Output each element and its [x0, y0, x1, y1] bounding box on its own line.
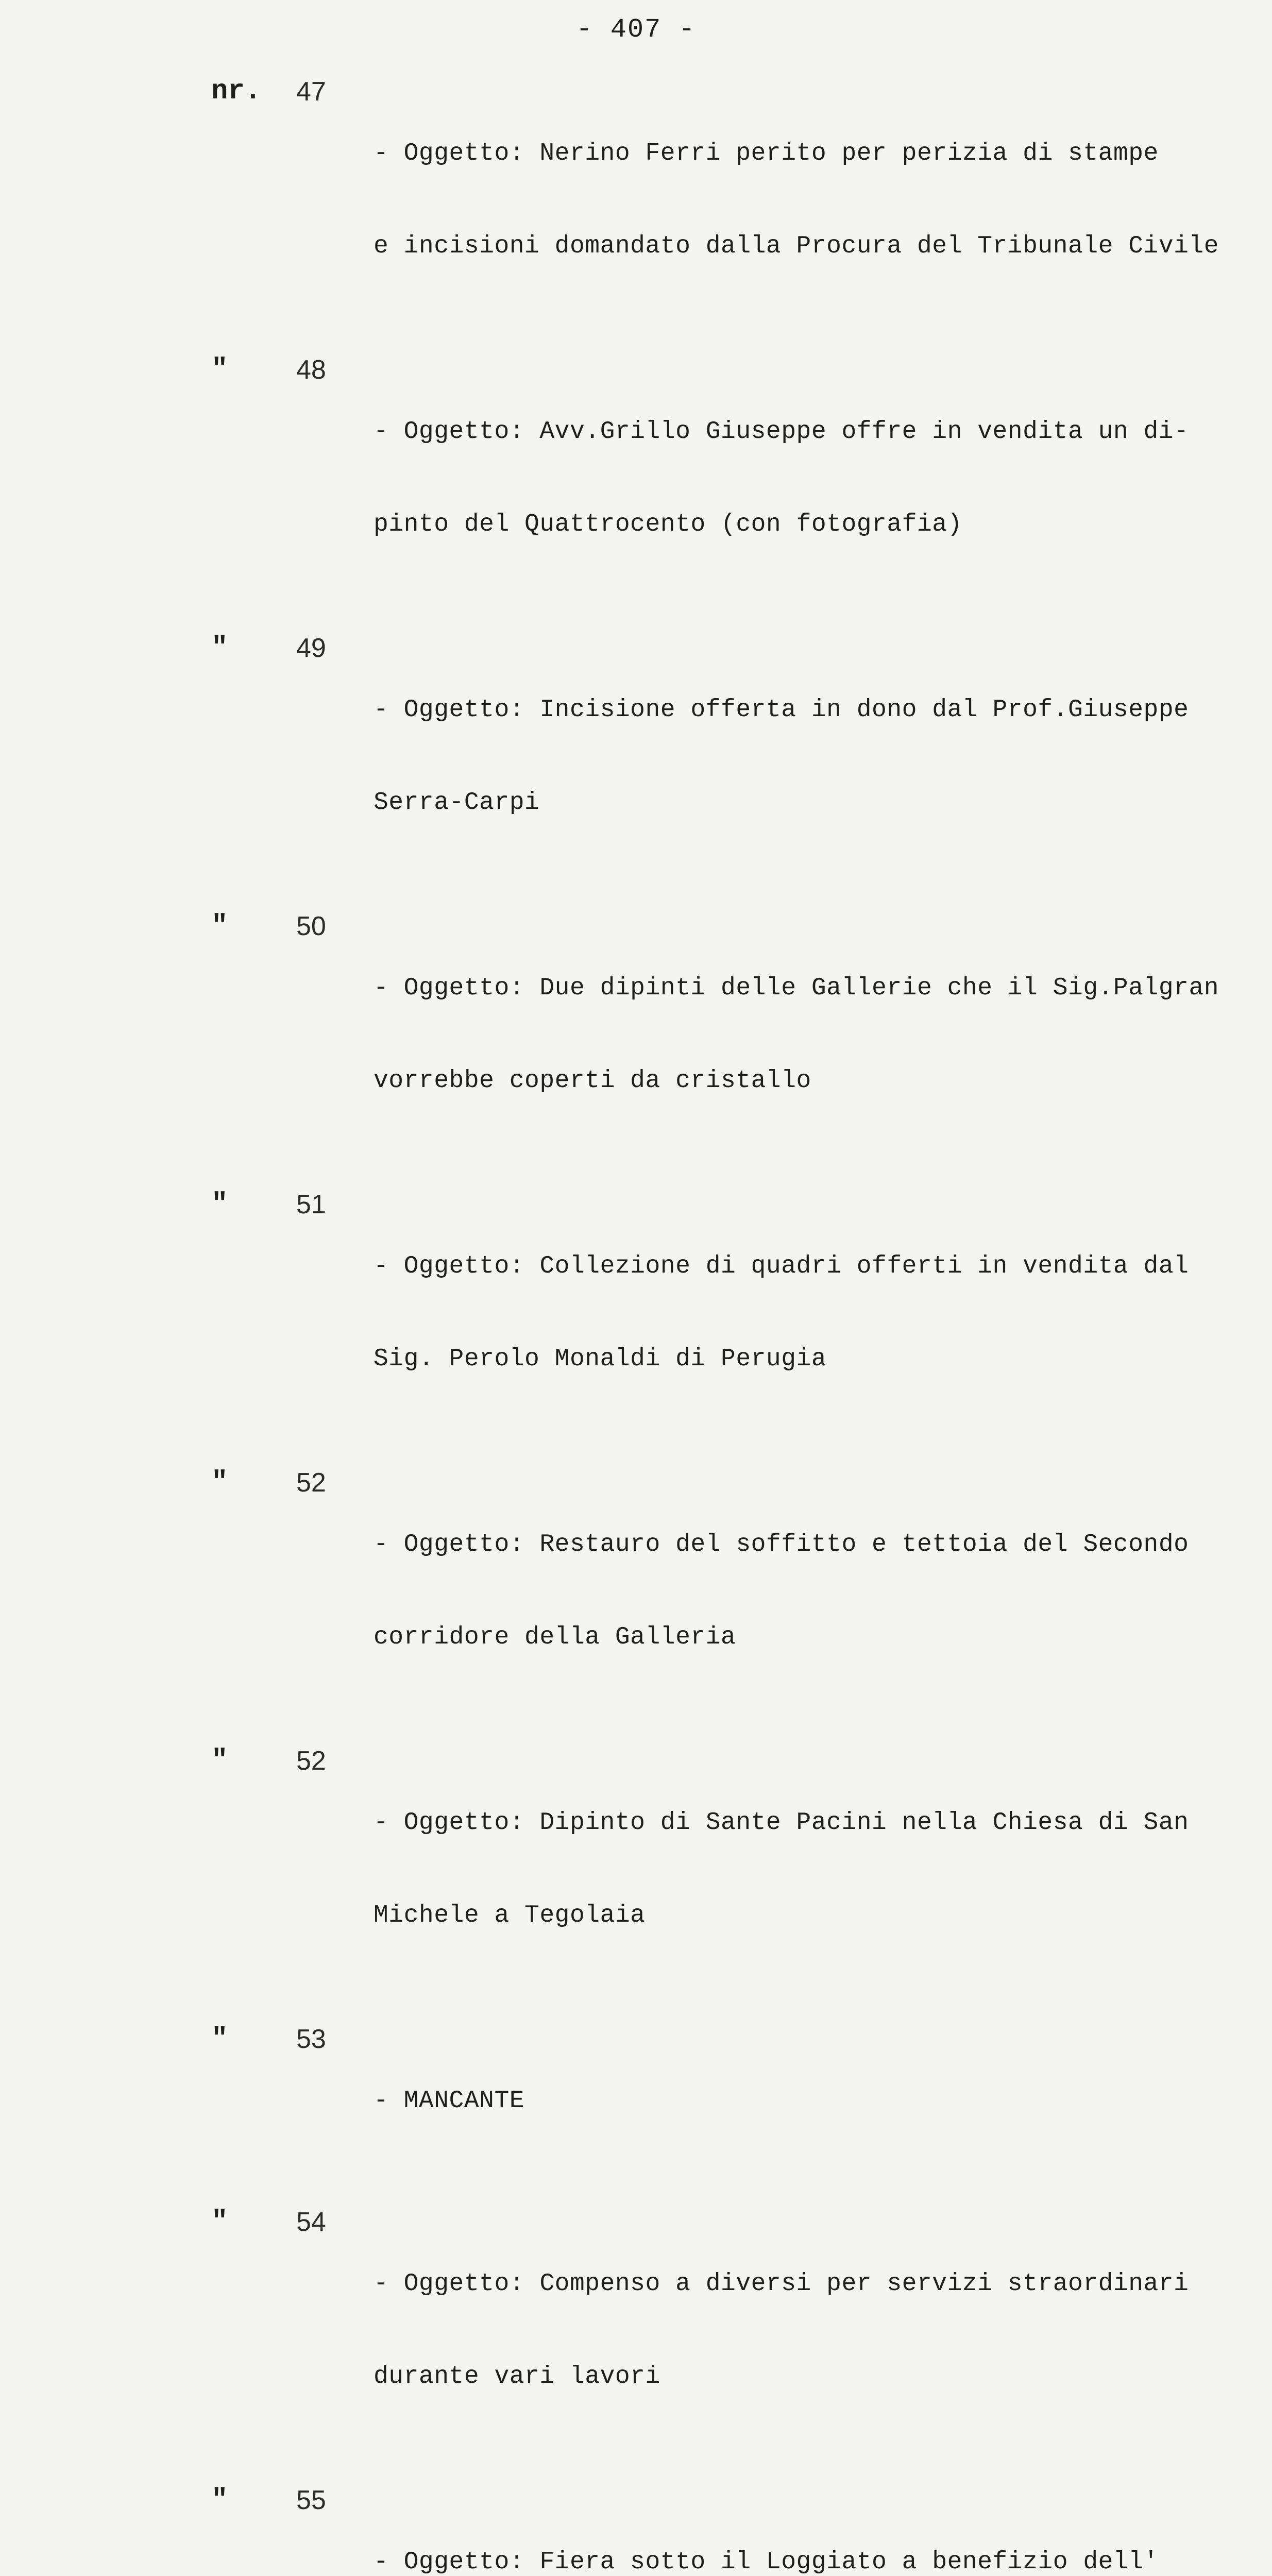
entry-line: Michele a Tegolaia [374, 1902, 646, 1929]
entry [211, 2024, 1257, 2178]
entry-line: - Oggetto: Incisione offerta in dono dal Prof.Giuseppe [374, 696, 1189, 724]
entry-line: - Oggetto: Restauro del soffitto e tettoia del Secondo [374, 1531, 1189, 1558]
entry-number: 52 [296, 1746, 326, 1776]
entry-number: 54 [296, 2207, 326, 2237]
entry-number: 52 [296, 1468, 326, 1498]
entry-line: - Oggetto: Due dipinti delle Gallerie che il Sig.Palgran [374, 974, 1219, 1002]
entry-line: e incisioni domandato dalla Procura del Tribunale Civile [374, 232, 1219, 260]
page-number: - 407 - [576, 14, 696, 45]
entry-text [374, 633, 1257, 880]
entry-number: 48 [296, 355, 326, 385]
entry-list [211, 76, 1257, 2576]
entry-number: 51 [296, 1190, 326, 1219]
entry-prefix: " [211, 2206, 228, 2238]
entry-prefix: " [211, 632, 228, 664]
entry-line: - Oggetto: Compenso a diversi per servizi straordinari [374, 2270, 1189, 2298]
entry-line: - Oggetto: Nerino Ferri perito per perizia di stampe [374, 140, 1159, 167]
entry-text [374, 1467, 1257, 1715]
entry-number: 47 [296, 77, 326, 107]
entry-prefix: nr. [211, 76, 262, 107]
entry-line: - Oggetto: Avv.Grillo Giuseppe offre in vendita un di- [374, 418, 1189, 446]
entry-text [374, 1745, 1257, 1993]
entry [211, 76, 1257, 324]
entry [211, 1189, 1257, 1436]
entry-line: corridore della Galleria [374, 1623, 736, 1651]
entry-number: 50 [296, 911, 326, 941]
entry [211, 633, 1257, 880]
entry-text [374, 354, 1257, 602]
entry-text [374, 2024, 1257, 2178]
entry [211, 911, 1257, 1158]
entry-prefix: " [211, 1745, 228, 1776]
entry-prefix: " [211, 1467, 228, 1498]
entry-line: Serra-Carpi [374, 789, 540, 817]
entry-prefix: " [211, 910, 228, 942]
entry-prefix: " [211, 1189, 228, 1220]
entry-number: 53 [296, 2024, 326, 2054]
entry-number: 49 [296, 633, 326, 663]
entry-line: Sig. Perolo Monaldi di Perugia [374, 1345, 827, 1373]
entry [211, 2207, 1257, 2454]
entry-prefix: " [211, 354, 228, 385]
entry-number: 55 [296, 2485, 326, 2515]
entry-line: - Oggetto: Collezione di quadri offerti in vendita dal [374, 1252, 1189, 1280]
entry-text [374, 2207, 1257, 2454]
entry-line: - MANCANTE [374, 2087, 525, 2115]
entry-line: - Oggetto: Dipinto di Sante Pacini nella Chiesa di San [374, 1809, 1189, 1837]
entry-text [374, 911, 1257, 1158]
entry-line: - Oggetto: Fiera sotto il Loggiato a benefizio dell' [374, 2548, 1159, 2576]
entry-line: durante vari lavori [374, 2363, 660, 2391]
entry [211, 2485, 1257, 2576]
entry-text [374, 2485, 1257, 2576]
entry [211, 354, 1257, 602]
entry-text [374, 76, 1257, 324]
entry-prefix: " [211, 2023, 228, 2055]
entry-prefix: " [211, 2484, 228, 2516]
entry-text [374, 1189, 1257, 1436]
entry [211, 1745, 1257, 1993]
entry-line: pinto del Quattrocento (con fotografia) [374, 511, 962, 538]
entry-line: vorrebbe coperti da cristallo [374, 1067, 811, 1095]
entry [211, 1467, 1257, 1715]
